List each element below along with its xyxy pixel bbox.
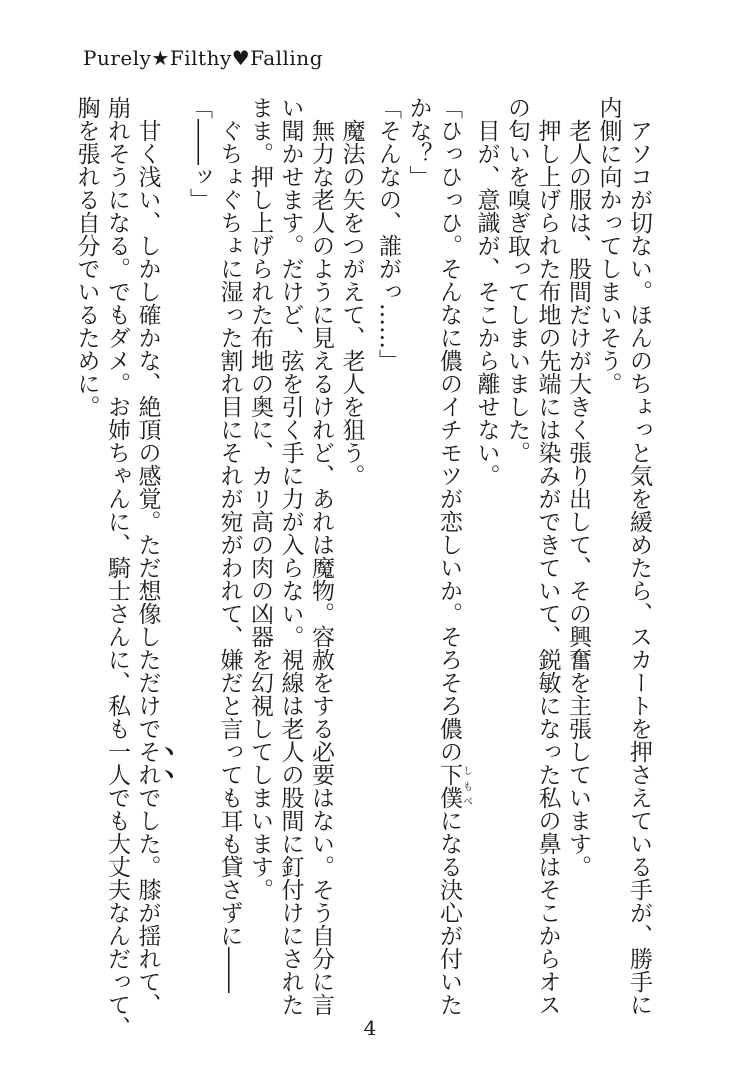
text-segment: 魔法の矢をつがえて、老人を狙う。 bbox=[338, 119, 365, 487]
vertical-text-body bbox=[71, 96, 654, 1039]
text-segment: 「そんなの、誰がっ……」 bbox=[375, 96, 401, 372]
text-line bbox=[532, 96, 563, 1016]
text-segment: 崩れそうになる。でもダメ。お姉ちゃんに、騎士さんに、私も一人でも大丈夫なんだって、 bbox=[104, 96, 130, 1039]
text-line bbox=[275, 96, 306, 1016]
furigana-ruby: 下僕しもべ bbox=[436, 763, 472, 809]
text-line bbox=[624, 96, 655, 1016]
text-segment: まま。押し上げられた布地の奥に、カリ高の肉の凶器を幻視してしまいます。 bbox=[247, 96, 273, 901]
text-segment: 押し上げられた布地の先端には染みができていて、鋭敏になった私の鼻はそこからオス bbox=[534, 119, 561, 1016]
text-line bbox=[471, 96, 502, 1016]
text-line bbox=[306, 96, 337, 1016]
emphasized-text: それ bbox=[134, 740, 161, 786]
text-segment: 目が、意識が、そこから離せない。 bbox=[473, 119, 500, 487]
page-header-title: Purely★Filthy♥Falling bbox=[83, 46, 323, 70]
text-segment: 「ひっひっひ。そんなに儂のイチモツが恋しいか。そろそろ儂の bbox=[436, 96, 462, 763]
text-segment: 「――ッ」 bbox=[186, 96, 212, 211]
text-line bbox=[184, 96, 215, 1016]
text-line bbox=[563, 96, 594, 1016]
text-line bbox=[434, 96, 472, 1016]
text-line bbox=[593, 96, 624, 1016]
text-line bbox=[71, 96, 102, 1016]
text-line bbox=[336, 96, 367, 1016]
text-line bbox=[373, 96, 404, 1016]
text-segment: 内側に向かってしまいそう。 bbox=[595, 96, 622, 395]
text-segment: の匂いを嗅ぎ取ってしまいました。 bbox=[504, 96, 530, 464]
text-line bbox=[403, 96, 434, 1016]
text-segment: かな？」 bbox=[405, 96, 432, 188]
text-segment: 老人の服は、股間だけが大きく張り出して、その興奮を主張しています。 bbox=[565, 119, 591, 878]
text-segment: アソコが切ない。ほんのちょっと気を緩めたら、スカートを押さえている手が、勝手に bbox=[626, 119, 652, 1016]
text-segment: でした。膝が揺れて、 bbox=[134, 786, 161, 1016]
text-segment: になる決心が付いた bbox=[436, 809, 462, 1016]
text-line bbox=[214, 96, 245, 1016]
text-line bbox=[502, 96, 533, 1016]
text-line bbox=[102, 96, 133, 1039]
text-segment: ぐちょぐちょに湿った割れ目にそれが宛がわれて、嫌だと言っても耳も貸さずに―― bbox=[216, 119, 243, 993]
text-line bbox=[132, 96, 178, 1016]
text-segment: 無力な老人のように見えるけれど、あれは魔物。容赦をする必要はない。そう自分に言 bbox=[308, 119, 334, 1016]
text-segment: 胸を張れる自分でいるために。 bbox=[73, 96, 100, 418]
page-number: 4 bbox=[363, 1016, 377, 1040]
text-segment: 甘く浅い、しかし確かな、絶頂の感覚。ただ想像しただけで bbox=[134, 119, 161, 740]
text-segment: い聞かせます。だけど、弦を引く手に力が入らない。視線は老人の股間に釘付けにされた bbox=[277, 96, 304, 1016]
text-line bbox=[245, 96, 276, 1016]
